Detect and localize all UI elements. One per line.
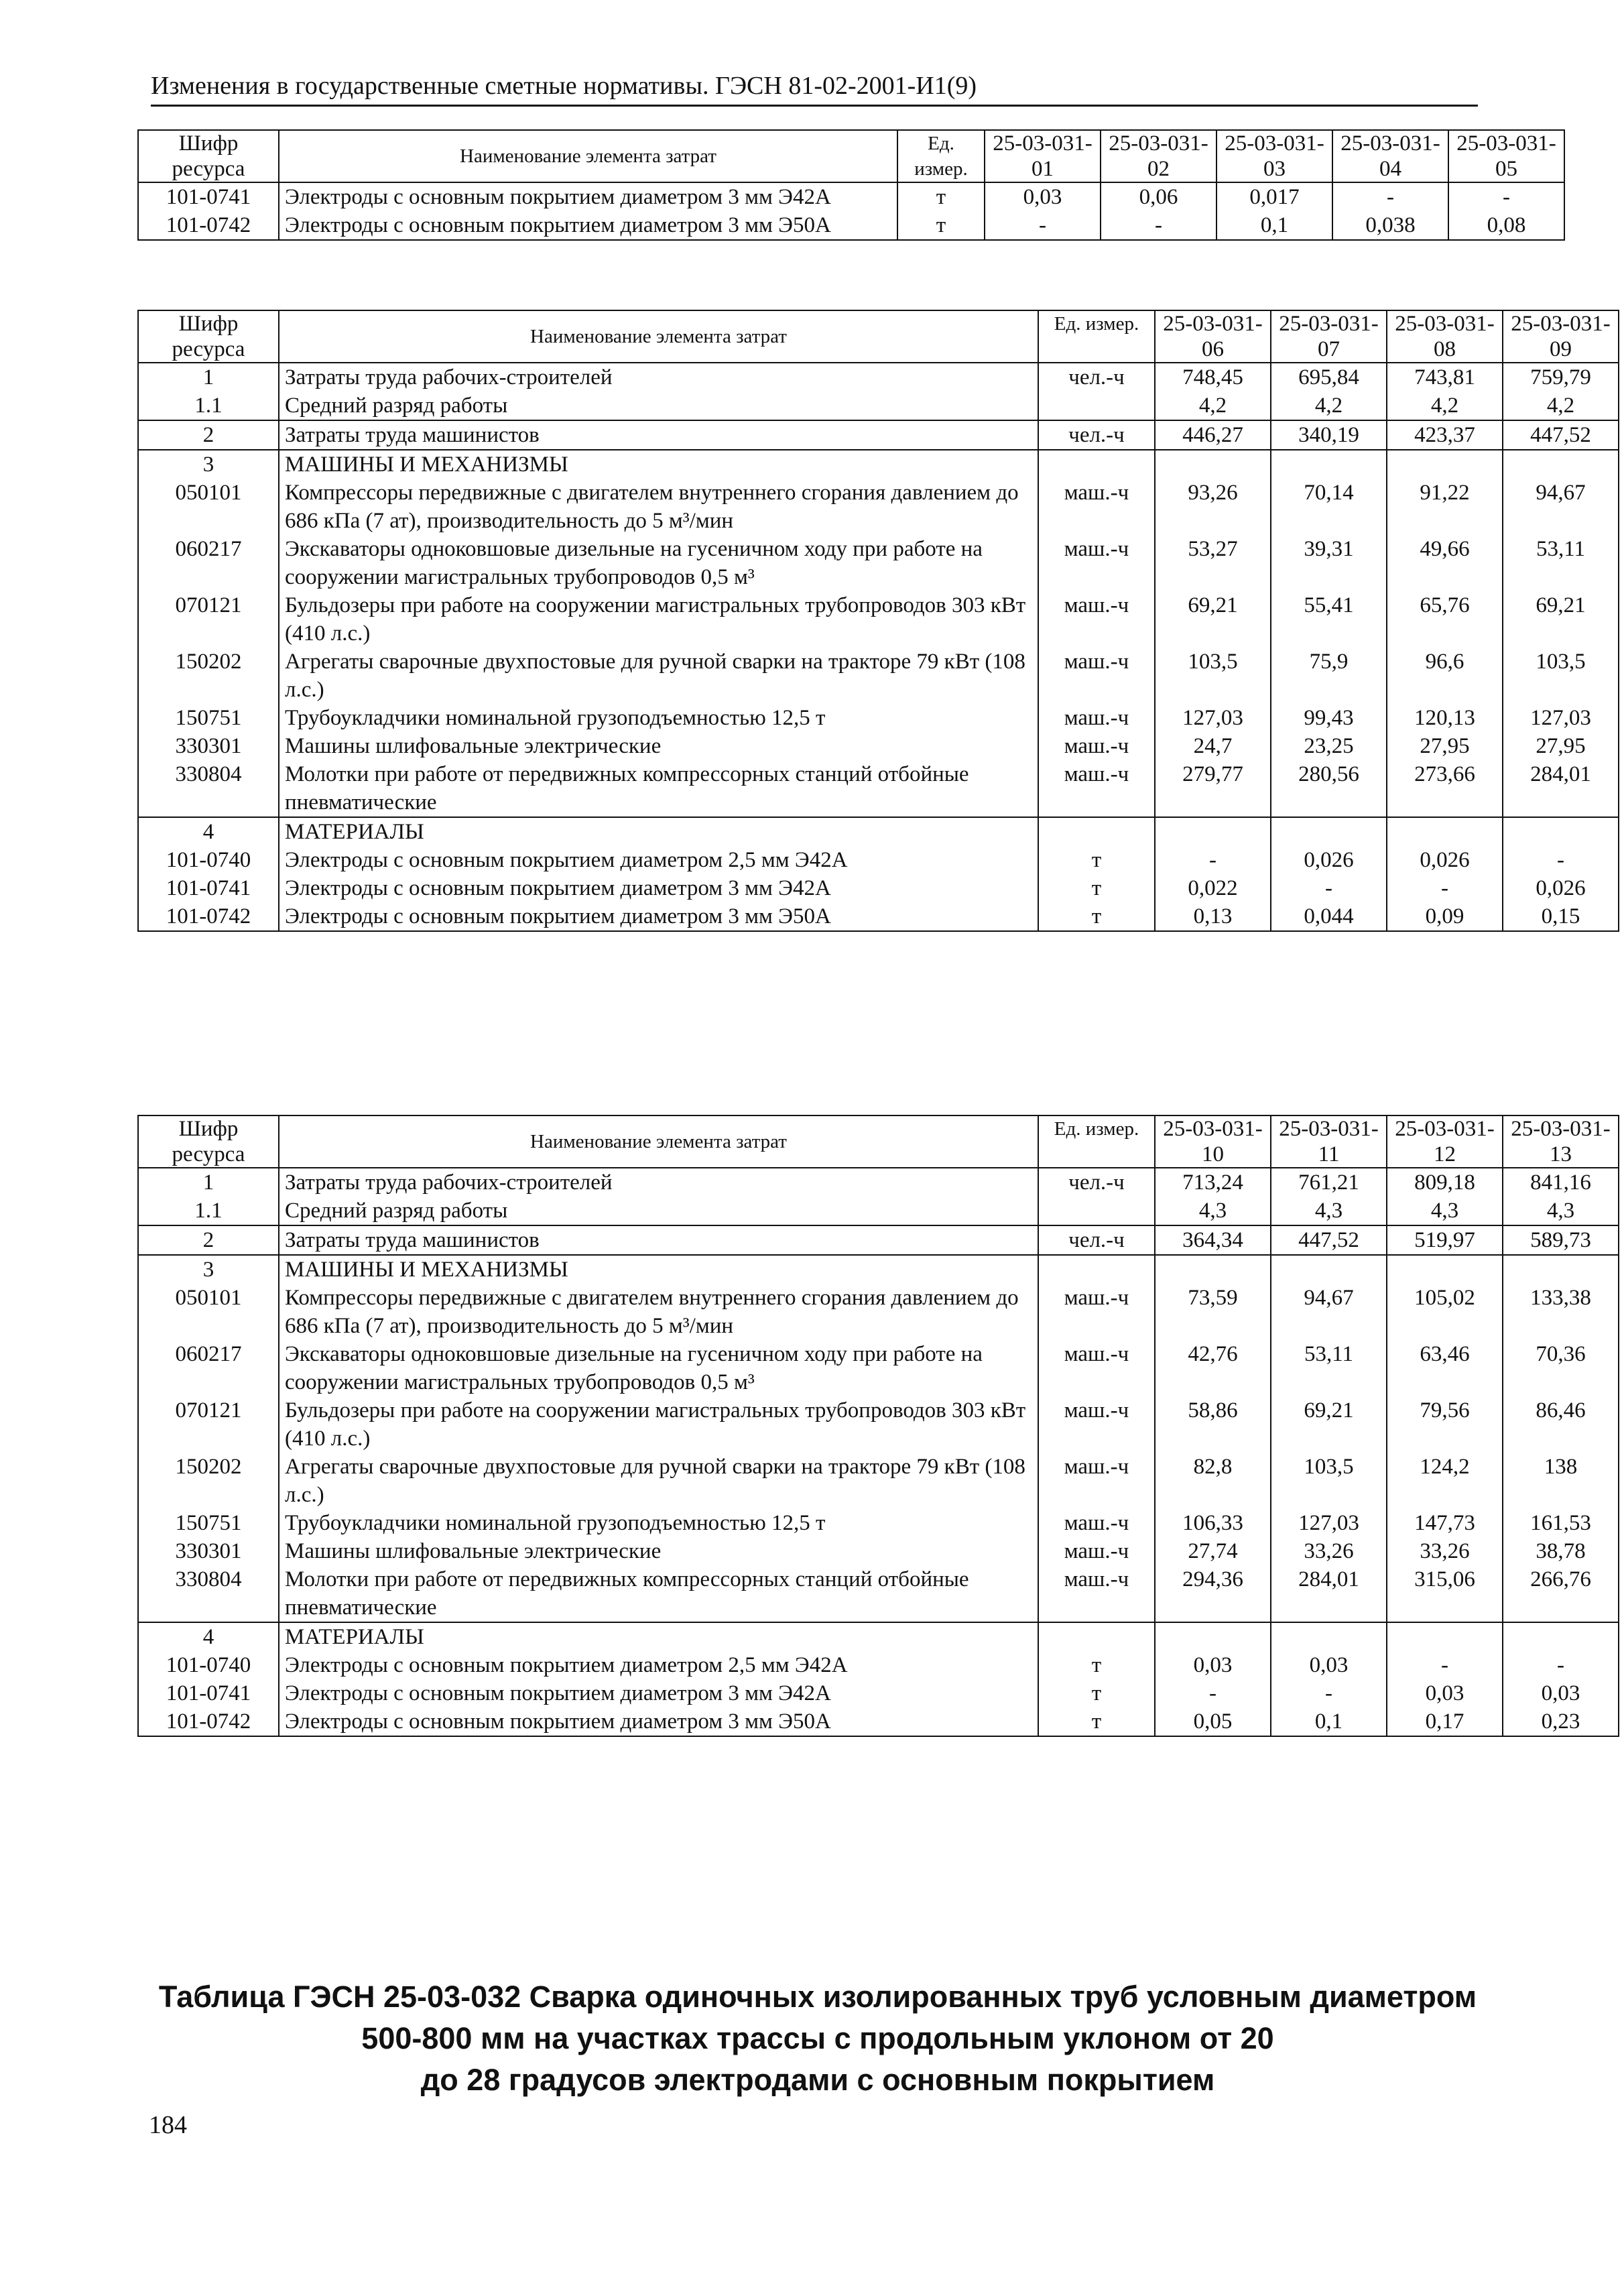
unit-of-measure: чел.-ч	[1038, 1225, 1155, 1255]
norm-value: -	[1332, 182, 1448, 211]
column-header-unit: Ед. измер.	[1038, 310, 1155, 363]
norm-value: 4,3	[1387, 1197, 1503, 1225]
norm-value: 759,79	[1503, 363, 1619, 391]
table-row	[138, 1651, 1619, 1679]
norm-value: 0,022	[1155, 874, 1271, 902]
column-header-norm: 25-03-031-04	[1332, 130, 1448, 182]
norm-value	[1271, 817, 1387, 846]
norm-value: -	[1101, 211, 1216, 240]
unit-of-measure	[1038, 1197, 1155, 1225]
column-header-norm: 25-03-031-06	[1155, 310, 1271, 363]
unit-of-measure: маш.-ч	[1038, 1396, 1155, 1453]
cost-element-name: Средний разряд работы	[279, 1197, 1038, 1225]
table-row	[138, 1197, 1619, 1225]
norm-value: 761,21	[1271, 1168, 1387, 1197]
resource-code: 101-0742	[138, 902, 279, 931]
resource-code: 101-0741	[138, 1679, 279, 1707]
norm-value	[1155, 1255, 1271, 1284]
norm-value: 33,26	[1271, 1537, 1387, 1565]
norm-value: -	[1271, 874, 1387, 902]
norm-value: 127,03	[1155, 704, 1271, 732]
cost-element-name: Экскаваторы одноковшовые дизельные на гусеничном ходу при работе на сооружении магистральных трубопроводов 0,5 м³	[279, 535, 1038, 591]
resource-code: 330804	[138, 760, 279, 817]
norm-value	[1387, 817, 1503, 846]
norm-value: 93,26	[1155, 479, 1271, 535]
norm-value: -	[1503, 846, 1619, 874]
cost-element-name: Затраты труда рабочих-строителей	[279, 1168, 1038, 1197]
norm-value: 79,56	[1387, 1396, 1503, 1453]
cost-element-name: Электроды с основным покрытием диаметром 3 мм Э42А	[279, 874, 1038, 902]
norm-value: 284,01	[1503, 760, 1619, 817]
norm-value: 4,3	[1271, 1197, 1387, 1225]
resource-code: 050101	[138, 479, 279, 535]
cost-element-name: Затраты труда машинистов	[279, 420, 1038, 450]
resource-code: 1.1	[138, 1197, 279, 1225]
unit-of-measure: маш.-ч	[1038, 479, 1155, 535]
table-row	[138, 391, 1619, 420]
norm-value: 70,14	[1271, 479, 1387, 535]
resource-code: 2	[138, 1225, 279, 1255]
table-header-row	[138, 310, 1619, 363]
norm-value: 120,13	[1387, 704, 1503, 732]
cost-element-name: МАШИНЫ И МЕХАНИЗМЫ	[279, 1255, 1038, 1284]
cost-element-name: Средний разряд работы	[279, 391, 1038, 420]
norm-value: 0,06	[1101, 182, 1216, 211]
norm-value: 364,34	[1155, 1225, 1271, 1255]
norm-value	[1503, 1255, 1619, 1284]
table-row	[138, 1255, 1619, 1284]
norm-value: 53,11	[1503, 535, 1619, 591]
column-header-norm: 25-03-031-01	[985, 130, 1101, 182]
resource-code: 4	[138, 817, 279, 846]
column-header-norm: 25-03-031-11	[1271, 1115, 1387, 1168]
norm-value: 748,45	[1155, 363, 1271, 391]
norm-value: 33,26	[1387, 1537, 1503, 1565]
table-row	[138, 1168, 1619, 1197]
norm-value: 340,19	[1271, 420, 1387, 450]
norm-value: 841,16	[1503, 1168, 1619, 1197]
cost-element-name: Агрегаты сварочные двухпостовые для ручной сварки на тракторе 79 кВт (108 л.с.)	[279, 648, 1038, 704]
norm-value: 96,6	[1387, 648, 1503, 704]
cost-element-name: Экскаваторы одноковшовые дизельные на гусеничном ходу при работе на сооружении магистральных трубопроводов 0,5 м³	[279, 1340, 1038, 1396]
norm-value: 73,59	[1155, 1284, 1271, 1340]
resource-table-3	[137, 1115, 1619, 1737]
column-header-code: Шифр ресурса	[138, 1115, 279, 1168]
table-row	[138, 648, 1619, 704]
norm-value: 446,27	[1155, 420, 1271, 450]
resource-table-1	[137, 129, 1565, 241]
norm-value: 713,24	[1155, 1168, 1271, 1197]
column-header-norm: 25-03-031-10	[1155, 1115, 1271, 1168]
column-header-norm: 25-03-031-05	[1448, 130, 1564, 182]
resource-table-2	[137, 310, 1619, 932]
unit-of-measure: маш.-ч	[1038, 591, 1155, 648]
resource-code: 060217	[138, 535, 279, 591]
column-header-norm: 25-03-031-02	[1101, 130, 1216, 182]
unit-of-measure: т	[1038, 1679, 1155, 1707]
column-header-unit: Ед. измер.	[897, 130, 985, 182]
table-row	[138, 1707, 1619, 1736]
norm-value: 0,03	[1155, 1651, 1271, 1679]
norm-value: 0,017	[1216, 182, 1332, 211]
norm-value: 0,23	[1503, 1707, 1619, 1736]
resource-code: 150751	[138, 704, 279, 732]
norm-value: 0,026	[1503, 874, 1619, 902]
norm-value: 58,86	[1155, 1396, 1271, 1453]
resource-code: 101-0741	[138, 874, 279, 902]
resource-code: 1.1	[138, 391, 279, 420]
resource-code: 330804	[138, 1565, 279, 1622]
norm-value: 4,2	[1503, 391, 1619, 420]
unit-of-measure: чел.-ч	[1038, 1168, 1155, 1197]
table-row	[138, 1537, 1619, 1565]
norm-value: 124,2	[1387, 1453, 1503, 1509]
cost-element-name: Бульдозеры при работе на сооружении магистральных трубопроводов 303 кВт (410 л.с.)	[279, 591, 1038, 648]
unit-of-measure: т	[897, 182, 985, 211]
table-row	[138, 479, 1619, 535]
norm-value	[1155, 450, 1271, 479]
cost-element-name: МАТЕРИАЛЫ	[279, 817, 1038, 846]
unit-of-measure: маш.-ч	[1038, 1340, 1155, 1396]
cost-element-name: Трубоукладчики номинальной грузоподъемностью 12,5 т	[279, 704, 1038, 732]
table-row	[138, 1453, 1619, 1509]
norm-value: 27,95	[1503, 732, 1619, 760]
unit-of-measure: чел.-ч	[1038, 363, 1155, 391]
norm-value: 27,74	[1155, 1537, 1271, 1565]
norm-value: 138	[1503, 1453, 1619, 1509]
norm-value: 447,52	[1271, 1225, 1387, 1255]
unit-of-measure: т	[1038, 902, 1155, 931]
resource-code: 3	[138, 1255, 279, 1284]
norm-value: 69,21	[1155, 591, 1271, 648]
norm-value: 0,026	[1271, 846, 1387, 874]
resource-code: 070121	[138, 591, 279, 648]
next-table-title	[151, 1976, 1485, 2101]
norm-value	[1271, 1622, 1387, 1651]
norm-value	[1387, 1255, 1503, 1284]
norm-value: 53,27	[1155, 535, 1271, 591]
norm-value: -	[1503, 1651, 1619, 1679]
norm-value: 589,73	[1503, 1225, 1619, 1255]
norm-value: 273,66	[1387, 760, 1503, 817]
column-header-name: Наименование элемента затрат	[279, 130, 897, 182]
resource-code: 2	[138, 420, 279, 450]
norm-value: 4,2	[1155, 391, 1271, 420]
resource-code: 101-0740	[138, 1651, 279, 1679]
norm-value: 0,026	[1387, 846, 1503, 874]
norm-value: 279,77	[1155, 760, 1271, 817]
norm-value: 49,66	[1387, 535, 1503, 591]
norm-value: -	[1387, 874, 1503, 902]
column-header-norm: 25-03-031-12	[1387, 1115, 1503, 1168]
cost-element-name: МАТЕРИАЛЫ	[279, 1622, 1038, 1651]
table-row	[138, 211, 1564, 240]
column-header-norm: 25-03-031-07	[1271, 310, 1387, 363]
cost-element-name: Электроды с основным покрытием диаметром 2,5 мм Э42А	[279, 846, 1038, 874]
norm-value: 75,9	[1271, 648, 1387, 704]
norm-value: 65,76	[1387, 591, 1503, 648]
cost-element-name: Агрегаты сварочные двухпостовые для ручной сварки на тракторе 79 кВт (108 л.с.)	[279, 1453, 1038, 1509]
norm-value: 0,13	[1155, 902, 1271, 931]
resource-code: 4	[138, 1622, 279, 1651]
norm-value: 147,73	[1387, 1509, 1503, 1537]
cost-element-name: Затраты труда машинистов	[279, 1225, 1038, 1255]
norm-value: 70,36	[1503, 1340, 1619, 1396]
norm-value: 0,03	[1271, 1651, 1387, 1679]
cost-element-name: Машины шлифовальные электрические	[279, 1537, 1038, 1565]
cost-element-name: Компрессоры передвижные с двигателем внутреннего сгорания давлением до 686 кПа (7 ат), производительность до 5 м³/мин	[279, 1284, 1038, 1340]
norm-value: 27,95	[1387, 732, 1503, 760]
cost-element-name: Электроды с основным покрытием диаметром 3 мм Э50А	[279, 1707, 1038, 1736]
title-line-3: до 28 градусов электродами с основным покрытием	[420, 2063, 1215, 2097]
norm-value: 55,41	[1271, 591, 1387, 648]
unit-of-measure: маш.-ч	[1038, 732, 1155, 760]
norm-value: 4,2	[1271, 391, 1387, 420]
table-row	[138, 420, 1619, 450]
norm-value: 91,22	[1387, 479, 1503, 535]
page-header: Изменения в государственные сметные нормативы. ГЭСН 81-02-2001-И1(9)	[151, 67, 1478, 107]
cost-element-name: Бульдозеры при работе на сооружении магистральных трубопроводов 303 кВт (410 л.с.)	[279, 1396, 1038, 1453]
resource-code: 150202	[138, 648, 279, 704]
table-row	[138, 846, 1619, 874]
table-row	[138, 1284, 1619, 1340]
cost-element-name: Электроды с основным покрытием диаметром 3 мм Э42А	[279, 1679, 1038, 1707]
norm-value: 695,84	[1271, 363, 1387, 391]
norm-value: 99,43	[1271, 704, 1387, 732]
norm-value: 294,36	[1155, 1565, 1271, 1622]
norm-value: 809,18	[1387, 1168, 1503, 1197]
norm-value: 24,7	[1155, 732, 1271, 760]
table-row	[138, 1340, 1619, 1396]
page-number: 184	[149, 2111, 187, 2139]
cost-element-name: Электроды с основным покрытием диаметром 3 мм Э50А	[279, 211, 897, 240]
unit-of-measure: маш.-ч	[1038, 648, 1155, 704]
norm-value: 0,03	[1503, 1679, 1619, 1707]
norm-value: 0,08	[1448, 211, 1564, 240]
norm-value: 315,06	[1387, 1565, 1503, 1622]
unit-of-measure: т	[1038, 846, 1155, 874]
resource-code: 330301	[138, 1537, 279, 1565]
table-row	[138, 1509, 1619, 1537]
resource-code: 050101	[138, 1284, 279, 1340]
norm-value: -	[1155, 1679, 1271, 1707]
norm-value: 4,3	[1155, 1197, 1271, 1225]
unit-of-measure: маш.-ч	[1038, 1453, 1155, 1509]
resource-code: 3	[138, 450, 279, 479]
cost-element-name: Молотки при работе от передвижных компрессорных станций отбойные пневматические	[279, 1565, 1038, 1622]
unit-of-measure: маш.-ч	[1038, 1509, 1155, 1537]
unit-of-measure: т	[1038, 1707, 1155, 1736]
norm-value: 0,044	[1271, 902, 1387, 931]
unit-of-measure: маш.-ч	[1038, 760, 1155, 817]
norm-value: 105,02	[1387, 1284, 1503, 1340]
norm-value	[1503, 817, 1619, 846]
norm-value: 0,038	[1332, 211, 1448, 240]
norm-value: 69,21	[1271, 1396, 1387, 1453]
resource-code: 070121	[138, 1396, 279, 1453]
unit-of-measure: маш.-ч	[1038, 1565, 1155, 1622]
norm-value: 0,09	[1387, 902, 1503, 931]
column-header-unit: Ед. измер.	[1038, 1115, 1155, 1168]
table-row	[138, 450, 1619, 479]
table-row	[138, 591, 1619, 648]
cost-element-name: Трубоукладчики номинальной грузоподъемностью 12,5 т	[279, 1509, 1038, 1537]
norm-value: -	[1387, 1651, 1503, 1679]
table-row	[138, 704, 1619, 732]
resource-code: 101-0740	[138, 846, 279, 874]
norm-value: 0,03	[1387, 1679, 1503, 1707]
table-row	[138, 182, 1564, 211]
norm-value: 4,3	[1503, 1197, 1619, 1225]
unit-of-measure	[1038, 1255, 1155, 1284]
norm-value: 82,8	[1155, 1453, 1271, 1509]
norm-value: 53,11	[1271, 1340, 1387, 1396]
norm-value: 280,56	[1271, 760, 1387, 817]
norm-value: -	[1271, 1679, 1387, 1707]
resource-code: 330301	[138, 732, 279, 760]
cost-element-name: Компрессоры передвижные с двигателем внутреннего сгорания давлением до 686 кПа (7 ат), производительность до 5 м³/мин	[279, 479, 1038, 535]
norm-value: 42,76	[1155, 1340, 1271, 1396]
norm-value: 0,15	[1503, 902, 1619, 931]
resource-code: 150202	[138, 1453, 279, 1509]
norm-value: 103,5	[1503, 648, 1619, 704]
unit-of-measure: чел.-ч	[1038, 420, 1155, 450]
table-row	[138, 535, 1619, 591]
norm-value: -	[1448, 182, 1564, 211]
norm-value: 23,25	[1271, 732, 1387, 760]
column-header-code: Шифр ресурса	[138, 310, 279, 363]
table-row	[138, 874, 1619, 902]
resource-code: 1	[138, 363, 279, 391]
norm-value: 0,1	[1216, 211, 1332, 240]
cost-element-name: Электроды с основным покрытием диаметром 2,5 мм Э42А	[279, 1651, 1038, 1679]
cost-element-name: Электроды с основным покрытием диаметром 3 мм Э50А	[279, 902, 1038, 931]
unit-of-measure	[1038, 817, 1155, 846]
unit-of-measure: т	[897, 211, 985, 240]
norm-value	[1387, 1622, 1503, 1651]
cost-element-name: Электроды с основным покрытием диаметром 3 мм Э42А	[279, 182, 897, 211]
norm-value: 94,67	[1271, 1284, 1387, 1340]
norm-value: 4,2	[1387, 391, 1503, 420]
column-header-name: Наименование элемента затрат	[279, 1115, 1038, 1168]
norm-value: 447,52	[1503, 420, 1619, 450]
norm-value: 38,78	[1503, 1537, 1619, 1565]
norm-value: 69,21	[1503, 591, 1619, 648]
table-row	[138, 1565, 1619, 1622]
norm-value	[1155, 817, 1271, 846]
table-row	[138, 1679, 1619, 1707]
resource-code: 150751	[138, 1509, 279, 1537]
resource-code: 1	[138, 1168, 279, 1197]
cost-element-name: Молотки при работе от передвижных компрессорных станций отбойные пневматические	[279, 760, 1038, 817]
unit-of-measure: маш.-ч	[1038, 1537, 1155, 1565]
title-line-1: Таблица ГЭСН 25-03-032 Сварка одиночных изолированных труб условным диаметром	[158, 1980, 1477, 2014]
norm-value: 161,53	[1503, 1509, 1619, 1537]
table-row	[138, 817, 1619, 846]
unit-of-measure: т	[1038, 1651, 1155, 1679]
norm-value: 94,67	[1503, 479, 1619, 535]
column-header-norm: 25-03-031-13	[1503, 1115, 1619, 1168]
unit-of-measure: маш.-ч	[1038, 704, 1155, 732]
norm-value: 284,01	[1271, 1565, 1387, 1622]
norm-value: 0,1	[1271, 1707, 1387, 1736]
norm-value: 0,05	[1155, 1707, 1271, 1736]
norm-value: 127,03	[1503, 704, 1619, 732]
unit-of-measure	[1038, 391, 1155, 420]
norm-value: 0,03	[985, 182, 1101, 211]
column-header-name: Наименование элемента затрат	[279, 310, 1038, 363]
norm-value: 519,97	[1387, 1225, 1503, 1255]
table-header-row	[138, 130, 1564, 182]
table-row	[138, 1622, 1619, 1651]
norm-value: 103,5	[1155, 648, 1271, 704]
norm-value: 743,81	[1387, 363, 1503, 391]
norm-value: 266,76	[1503, 1565, 1619, 1622]
norm-value: 39,31	[1271, 535, 1387, 591]
table-row	[138, 1225, 1619, 1255]
resource-code: 101-0742	[138, 1707, 279, 1736]
cost-element-name: Затраты труда рабочих-строителей	[279, 363, 1038, 391]
cost-element-name: МАШИНЫ И МЕХАНИЗМЫ	[279, 450, 1038, 479]
table-header-row	[138, 1115, 1619, 1168]
norm-value: 423,37	[1387, 420, 1503, 450]
norm-value: 86,46	[1503, 1396, 1619, 1453]
table-row	[138, 760, 1619, 817]
norm-value: 103,5	[1271, 1453, 1387, 1509]
norm-value	[1387, 450, 1503, 479]
table-row	[138, 363, 1619, 391]
table-row	[138, 1396, 1619, 1453]
norm-value: 127,03	[1271, 1509, 1387, 1537]
column-header-norm: 25-03-031-03	[1216, 130, 1332, 182]
unit-of-measure: маш.-ч	[1038, 535, 1155, 591]
table-row	[138, 902, 1619, 931]
title-line-2: 500-800 мм на участках трассы с продольным уклоном от 20	[361, 2021, 1274, 2055]
norm-value	[1503, 1622, 1619, 1651]
resource-code: 101-0742	[138, 211, 279, 240]
column-header-code: Шифр ресурса	[138, 130, 279, 182]
norm-value	[1503, 450, 1619, 479]
resource-code: 060217	[138, 1340, 279, 1396]
norm-value	[1271, 1255, 1387, 1284]
norm-value: 63,46	[1387, 1340, 1503, 1396]
norm-value: -	[985, 211, 1101, 240]
column-header-norm: 25-03-031-08	[1387, 310, 1503, 363]
norm-value: 106,33	[1155, 1509, 1271, 1537]
norm-value: 0,17	[1387, 1707, 1503, 1736]
norm-value	[1271, 450, 1387, 479]
norm-value: -	[1155, 846, 1271, 874]
norm-value	[1155, 1622, 1271, 1651]
unit-of-measure	[1038, 450, 1155, 479]
unit-of-measure: т	[1038, 874, 1155, 902]
norm-value: 133,38	[1503, 1284, 1619, 1340]
unit-of-measure: маш.-ч	[1038, 1284, 1155, 1340]
table-row	[138, 732, 1619, 760]
unit-of-measure	[1038, 1622, 1155, 1651]
column-header-norm: 25-03-031-09	[1503, 310, 1619, 363]
resource-code: 101-0741	[138, 182, 279, 211]
cost-element-name: Машины шлифовальные электрические	[279, 732, 1038, 760]
